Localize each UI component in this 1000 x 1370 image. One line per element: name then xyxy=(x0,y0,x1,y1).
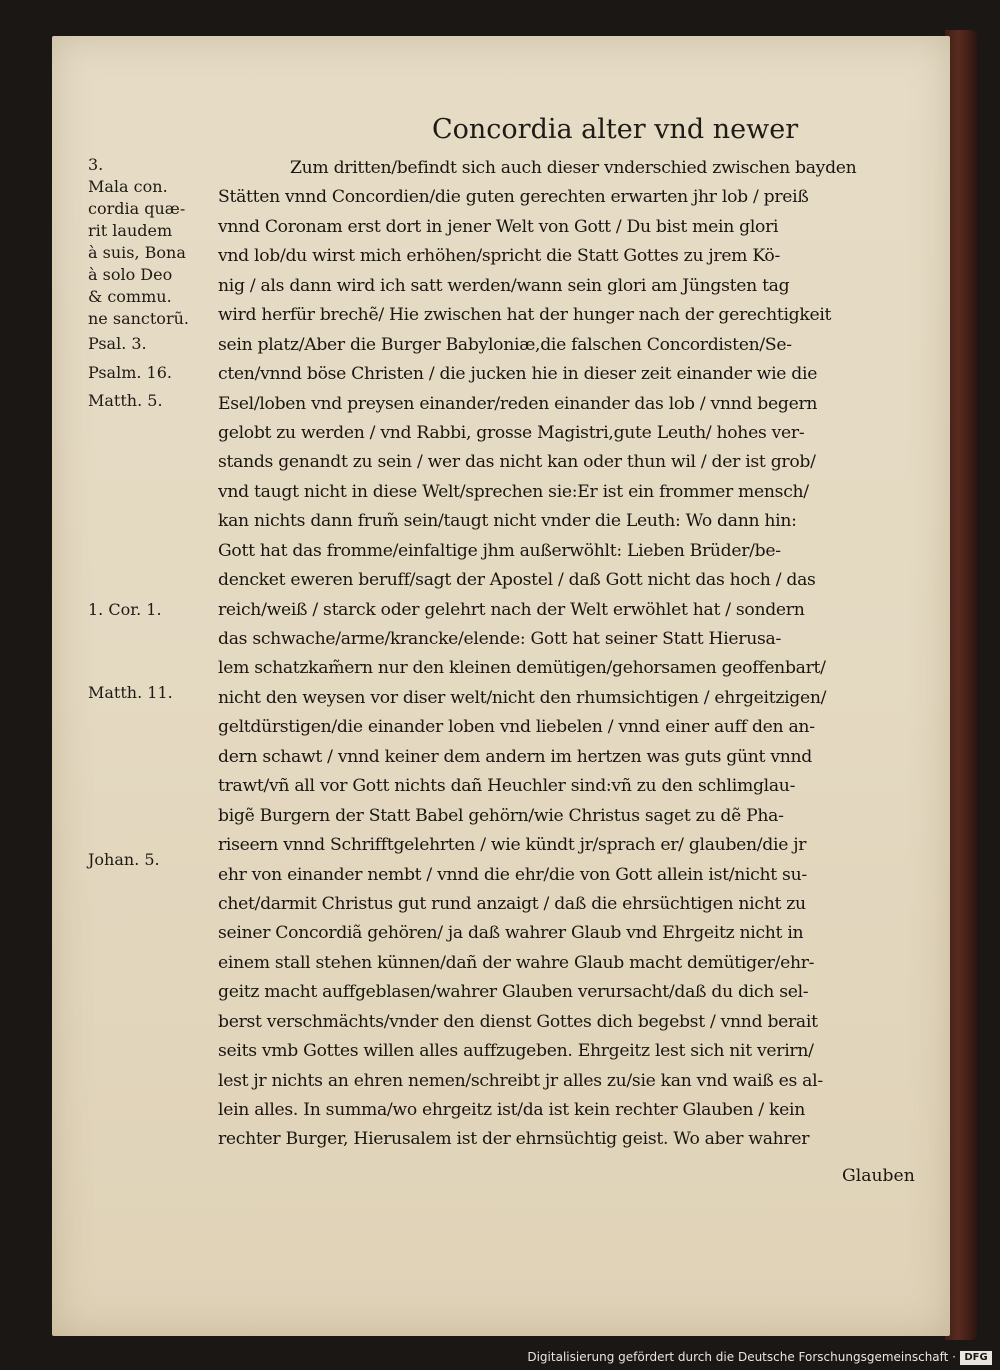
text-line: rechter Burger, Hierusalem ist der ehrnsüchtig geist. Wo aber wahrer xyxy=(218,1129,810,1150)
text-line: lem schatzkam̃ern nur den kleinen demütigen/gehorsamen geoffenbart/ xyxy=(218,658,826,679)
margin-note: & commu. xyxy=(88,287,172,306)
margin-note: Psalm. 16. xyxy=(88,363,172,382)
text-line: geltdürstigen/die einander loben vnd liebelen / vnnd einer auff den an- xyxy=(218,717,815,738)
text-line: cten/vnnd böse Christen / die jucken hie in dieser zeit einander wie die xyxy=(218,364,818,385)
text-line: Esel/loben vnd preysen einander/reden einander das lob / vnnd begern xyxy=(218,393,818,414)
text-line: dern schawt / vnnd keiner dem andern im hertzen was guts günt vnnd xyxy=(218,746,812,767)
margin-note: à solo Deo xyxy=(88,265,173,284)
text-line: riseern vnnd Schrifftgelehrten / wie kündt jr/sprach er/ glauben/die jr xyxy=(218,835,807,856)
digitization-footer xyxy=(0,1348,1000,1370)
text-line: Zum dritten/befindt sich auch dieser vnderschied zwischen bayden xyxy=(290,158,857,178)
text-line: vnnd Coronam erst dort in jener Welt von Gott / Du bist mein glori xyxy=(218,216,779,237)
catchword: Glauben xyxy=(842,1166,915,1186)
text-line: lein alles. In summa/wo ehrgeitz ist/da ist kein rechter Glauben / kein xyxy=(218,1100,806,1120)
text-line: Gott hat das fromme/einfaltige jhm außerwöhlt: Lieben Brüder/be- xyxy=(218,540,781,561)
text-line: chet/darmit Christus gut rund anzaigt / daß die ehrsüchtigen nicht zu xyxy=(218,893,806,914)
margin-note: cordia quæ- xyxy=(88,199,186,218)
footer-credit: Digitalisierung gefördert durch die Deutsche Forschungsgemeinschaft · xyxy=(527,1350,956,1364)
margin-note: rit laudem xyxy=(88,221,173,240)
text-line: ehr von einander nembt / vnnd die ehr/die von Gott allein ist/nicht su- xyxy=(218,864,807,885)
margin-note: Matth. 11. xyxy=(88,683,173,702)
margin-note: ne sanctorũ. xyxy=(88,309,189,328)
text-line: lest jr nichts an ehren nemen/schreibt jr alles zu/sie kan vnd waiß es al- xyxy=(218,1070,823,1091)
margin-note: Mala con. xyxy=(88,177,168,196)
margin-note: Psal. 3. xyxy=(88,334,147,353)
text-line: bigẽ Burgern der Statt Babel gehörn/wie Christus saget zu dẽ Pha- xyxy=(218,805,784,826)
margin-note: à suis, Bona xyxy=(88,243,186,262)
text-line: Stätten vnnd Concordien/die guten gerechten erwarten jhr lob / preiß xyxy=(218,187,809,208)
text-line: wird herfür brechẽ/ Hie zwischen hat der hunger nach der gerechtigkeit xyxy=(218,305,832,326)
body-text xyxy=(218,154,933,1155)
text-line: kan nichts dann frum̃ sein/taugt nicht vnder die Leuth: Wo dann hin: xyxy=(218,511,797,532)
text-line: berst verschmächts/vnder den dienst Gottes dich begebst / vnnd berait xyxy=(218,1011,818,1032)
text-line: geitz macht auffgeblasen/wahrer Glauben verursacht/daß du dich sel- xyxy=(218,982,809,1003)
text-line: gelobt zu werden / vnd Rabbi, grosse Magistri,gute Leuth/ hohes ver- xyxy=(218,422,805,443)
text-line: seits vmb Gottes willen alles auffzugeben. Ehrgeitz lest sich nit verirn/ xyxy=(218,1041,814,1062)
text-line: einem stall stehen künnen/dañ der wahre Glaub macht demütiger/ehr- xyxy=(218,952,815,973)
text-line: sein platz/Aber die Burger Babyloniæ,die falschen Concordisten/Se- xyxy=(218,334,792,355)
dfg-logo-icon: DFG xyxy=(960,1351,992,1365)
text-line: nig / als dann wird ich satt werden/wann sein glori am Jüngsten tag xyxy=(218,275,790,296)
margin-note: 3. xyxy=(88,155,104,174)
book-page xyxy=(52,36,950,1336)
text-line: trawt/vñ all vor Gott nichts dañ Heuchler sind:vñ zu den schlimglau- xyxy=(218,776,796,797)
text-line: dencket eweren beruff/sagt der Apostel / daß Gott nicht das hoch / das xyxy=(218,570,816,591)
text-line: das schwache/arme/krancke/elende: Gott hat seiner Statt Hierusa- xyxy=(218,629,781,649)
running-head: Concordia alter vnd newer xyxy=(432,114,799,145)
text-line: seiner Concordiã gehören/ ja daß wahrer Glaub vnd Ehrgeitz nicht in xyxy=(218,923,804,944)
margin-note: 1. Cor. 1. xyxy=(88,600,162,619)
text-line: reich/weiß / starck oder gelehrt nach der Welt erwöhlet hat / sondern xyxy=(218,599,805,620)
text-line: vnd lob/du wirst mich erhöhen/spricht die Statt Gottes zu jrem Kö- xyxy=(218,246,780,267)
text-line: vnd taugt nicht in diese Welt/sprechen sie:Er ist ein frommer mensch/ xyxy=(218,481,809,502)
margin-note: Matth. 5. xyxy=(88,391,163,410)
text-line: stands genandt zu sein / wer das nicht kan oder thun wil / der ist grob/ xyxy=(218,452,816,473)
text-line: nicht den weysen vor diser welt/nicht den rhumsichtigen / ehrgeitzigen/ xyxy=(218,687,827,708)
margin-note: Johan. 5. xyxy=(88,850,160,869)
